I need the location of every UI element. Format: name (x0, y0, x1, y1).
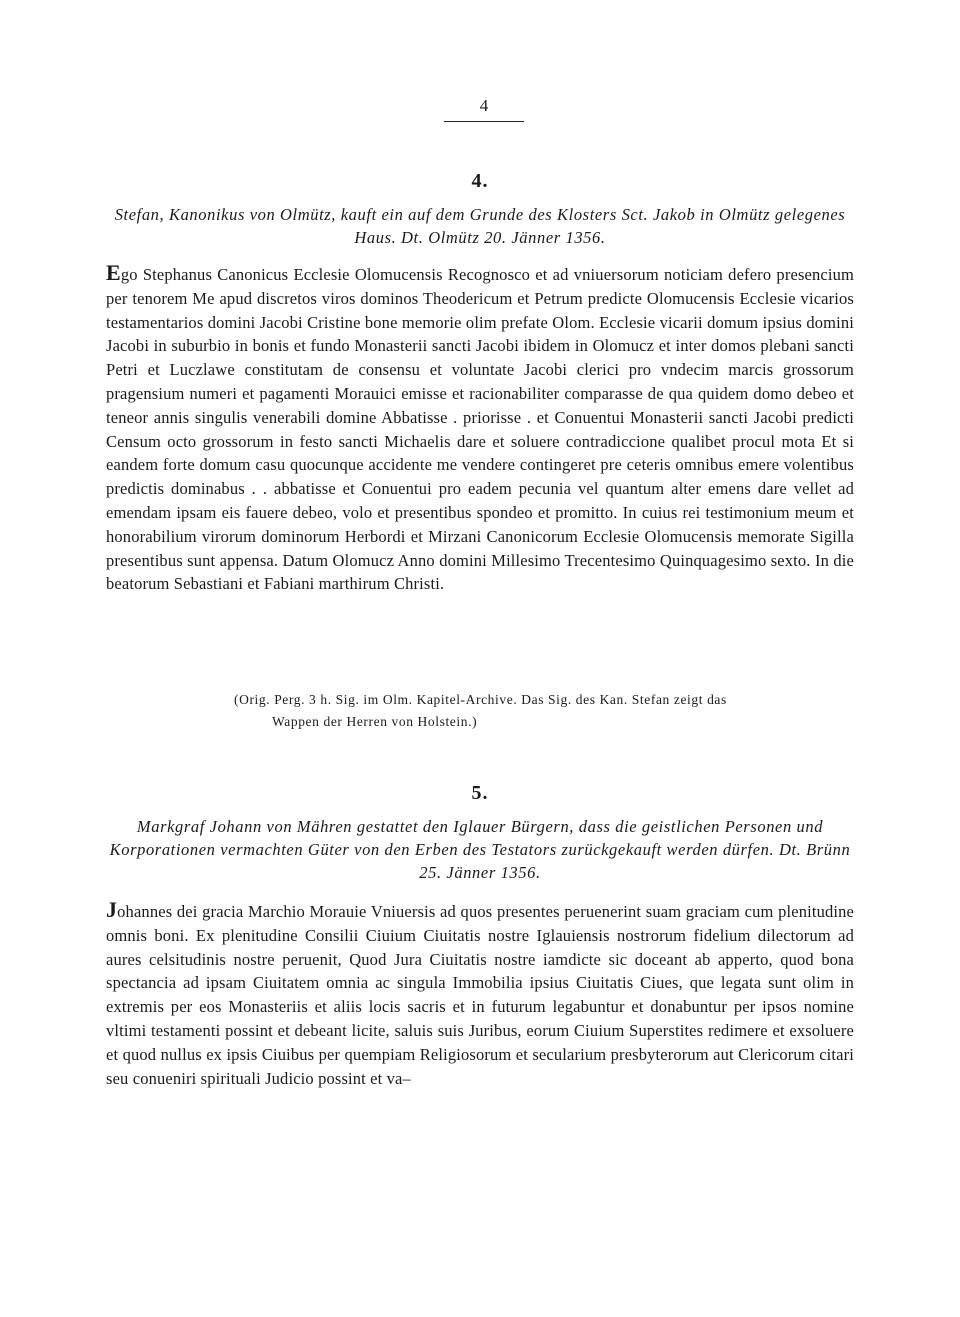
document-5-text: ohannes dei gracia Marchio Morauie Vniuersis ad quos presentes peruenerint suam graciam cum plenitudine omnis boni. Ex plenitudine Consilii Ciuium Ciuitatis nostre Iglauiensis nostrorum fidelium dilectorum ad aures celsitudinis nostre peruenit, Quod Jura Ciuitatis nostre iamdicte sic doceant ab apperto, quod bona spectancia ad ipsam Ciuitatem omnia ac singula Immobilia ipsius Ciuitatis Ciues, que legata sunt olim in extremis per eos Monasteriis et aliis locis sacris et in futurum legabuntur et donabuntur per ipsos nomine vltimi testamenti possint et debeant licite, saluis suis Juribus, eorum Ciuium Superstites redimere et exsoluere et quod nullus ex ipsis Ciuibus per quempiam Religiosorum et secularium presbyterorum aut Clericorum citari seu conueniri spirituali Judicio possint et va– (106, 902, 854, 1088)
document-4-body (106, 262, 854, 596)
page-number-rule (444, 121, 524, 122)
source-note-line-1: (Orig. Perg. 3 h. Sig. im Olm. Kapitel-Archive. Das Sig. des Kan. Stefan zeigt das (234, 692, 727, 707)
document-4-heading: Stefan, Kanonikus von Olmütz, kauft ein auf dem Grunde des Klosters Sct. Jakob in Olmütz gelegenes Haus. Dt. Olmütz 20. Jänner 1356. (114, 205, 846, 247)
document-5-number: 5. (471, 782, 489, 804)
document-5-heading: Markgraf Johann von Mähren gestattet den Iglauer Bürgern, dass die geistlichen Personen und Korporationen vermachten Güter von den Erben des Testators zurückgekauft werden dürfen. Dt. Brünn 25. Jänner 1356. (109, 817, 851, 882)
document-5-initial: J (106, 897, 118, 922)
document-4-initial: E (106, 260, 121, 285)
page-number: 4 (479, 96, 489, 115)
document-5-body (106, 899, 854, 1090)
document-4-source-note (106, 689, 854, 733)
document-4-text: go Stephanus Canonicus Ecclesie Olomucensis Recognosco et ad vniuersorum noticiam defero presencium per tenorem Me apud discretos viros dominos Theodericum et Petrum predicte Olomucensis Ecclesie vicarios testamentarios domini Jacobi Cristine bone memorie olim prefate Olom. Ecclesie vicarii domum ipsius domini Jacobi in suburbio in bonis et fundo Monasterii sancti Jacobi ibidem in Olomucz et inter domos plebani sancti Petri et Luczlawe constitutam de consensu et voluntate Jacobi clerici pro vndecim marcis grossorum pragensium numeri et pagamenti Morauici emisse et racionabiliter comparasse de qua quidem domo debeo et teneor annis singulis venerabili domine Abbatisse . priorisse . et Conuentui Monasterii sancti Jacobi predicti Censum octo grossorum in festo sancti Michaelis dare et soluere contradiccione qualibet procul mota Et si eandem forte domum casu quocunque accidente me vendere contingeret pre ceteris omnibus emere volentibus predictis dominabus . . abbatisse et Conuentui pro eadem pecunia vel quantum alter emens dare vellet ad emendam ipsam eis fauere debeo, volo et presentibus spondeo et promitto. In cuius rei testimonium meum et honorabilium virorum dominorum Herbordi et Mirzani Canonicorum Ecclesie Olomucensis memorate Sigilla presentibus sunt appensa. Datum Olomucz Anno domini Millesimo Trecentesimo Quinquagesimo sexto. In die beatorum Sebastiani et Fabiani marthirum Christi. (106, 265, 854, 594)
source-note-line-2: Wappen der Herren von Holstein.) (272, 714, 478, 729)
document-4-number: 4. (471, 170, 489, 192)
